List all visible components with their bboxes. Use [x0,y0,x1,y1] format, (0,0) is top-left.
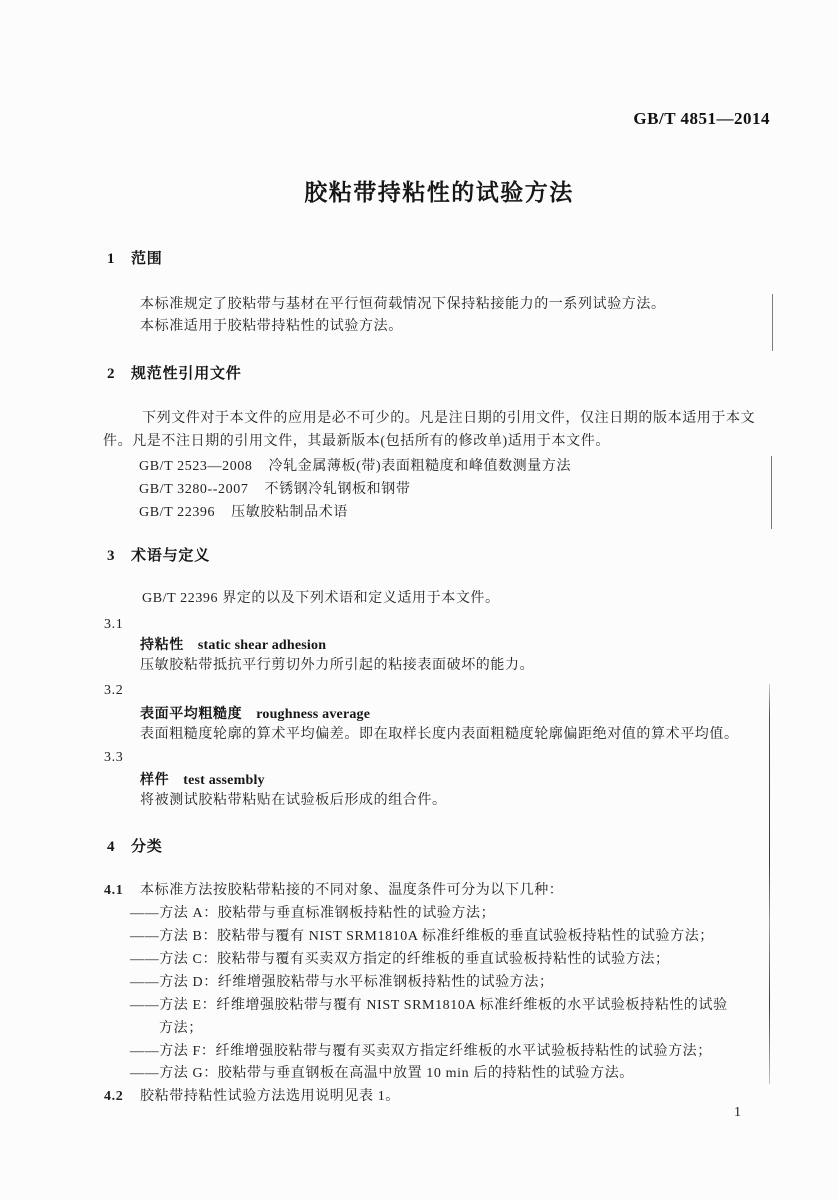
reference-title: 冷轧金属薄板(带)表面粗糙度和峰值数测量方法 [268,459,572,474]
reference-code: GB/T 22396 [139,505,216,520]
term-3-zh: 样件 [140,771,170,787]
section-2-heading [107,366,242,382]
term-1-en: static shear adhesion [197,638,327,653]
term-1-definition: 压敏胶粘带抵抗平行剪切外力所引起的粘接表面破坏的能力。 [140,658,535,673]
normative-intro-line-2: 件。凡是不注日期的引用文件，其最新版本(包括所有的修改单)适用于本文件。 [103,434,610,449]
page-number: 1 [734,1105,741,1120]
clause-4-1-number: 4.1 [104,883,124,898]
term-2-heading [140,706,370,722]
document-title: 胶粘带持粘性的试验方法 [304,179,574,205]
method-b-line: ——方法 B：胶粘带与覆有 NIST SRM1810A 标准纤维板的垂直试验板持粘性的试验方法； [130,929,714,944]
section-4-heading [107,839,163,855]
section-1-title: 范围 [131,250,163,267]
method-d-line: ——方法 D：纤维增强胶粘带与水平标准钢板持粘性的试验方法； [130,975,554,990]
standard-code: GB/T 4851—2014 [633,109,770,128]
reference-code: GB/T 3280--2007 [139,482,249,497]
reference-title: 压敏胶粘制品术语 [231,505,348,520]
term-3-en: test assembly [183,773,265,788]
term-3-heading [140,772,265,788]
term-1-zh: 持粘性 [140,636,184,652]
term-1-heading [140,637,326,653]
method-f-line: ——方法 F：纤维增强胶粘带与覆有买卖双方指定纤维板的水平试验板持粘性的试验方法； [130,1044,712,1059]
clause-4-2 [104,1090,400,1104]
section-4-number: 4 [107,839,116,855]
method-g-line: ——方法 G：胶粘带与垂直钢板在高温中放置 10 min 后的持粘性的试验方法。 [130,1066,634,1081]
section-2-title: 规范性引用文件 [131,365,242,382]
section-1-heading [107,251,163,267]
scan-artifact-line [772,294,773,351]
method-c-line: ——方法 C：胶粘带与覆有买卖双方指定的纤维板的垂直试验板持粘性的试验方法； [130,952,670,967]
reference-title: 不锈钢冷轧钢板和钢带 [264,482,411,497]
reference-item [139,483,410,497]
section-3-number: 3 [107,548,116,564]
scan-artifact-line [769,684,770,1084]
section-4-title: 分类 [131,838,163,855]
clause-4-2-text: 胶粘带持粘性试验方法选用说明见表 1。 [140,1089,400,1104]
term-2-en: roughness average [256,707,371,722]
scope-paragraph-2: 本标准适用于胶粘带持粘性的试验方法。 [140,319,403,334]
normative-intro-line-1: 下列文件对于本文件的应用是必不可少的。凡是注日期的引用文件，仅注日期的版本适用于本文 [142,411,756,426]
section-1-number: 1 [107,251,116,267]
method-a-line: ——方法 A：胶粘带与垂直标准钢板持粘性的试验方法； [130,906,496,921]
term-2-zh: 表面平均粗糙度 [140,705,243,721]
term-2-number: 3.2 [104,683,124,698]
clause-4-1 [104,884,563,898]
section-3-heading [107,548,210,564]
reference-item [139,460,571,474]
method-e-line: ——方法 E：纤维增强胶粘带与覆有 NIST SRM1810A 标准纤维板的水平试验板持粘性的试验 [130,998,728,1013]
scan-artifact-line [771,456,772,529]
scope-paragraph-1: 本标准规定了胶粘带与基材在平行恒荷载情况下保持粘接能力的一系列试验方法。 [140,297,666,312]
terms-intro: GB/T 22396 界定的以及下列术语和定义适用于本文件。 [142,591,500,606]
clause-4-1-text: 本标准方法按胶粘带粘接的不同对象、温度条件可分为以下几种： [140,883,564,898]
term-1-number: 3.1 [104,617,124,632]
term-2-definition: 表面粗糙度轮廓的算术平均偏差。即在取样长度内表面粗糙度轮廓偏距绝对值的算术平均值。 [140,727,739,742]
term-3-definition: 将被测试胶粘带粘贴在试验板后形成的组合件。 [140,793,447,808]
clause-4-2-number: 4.2 [104,1089,124,1104]
section-3-title: 术语与定义 [131,547,211,564]
method-e-continuation-line: 方法； [159,1021,203,1036]
term-3-number: 3.3 [104,750,124,765]
section-2-number: 2 [107,366,116,382]
reference-code: GB/T 2523—2008 [139,459,253,474]
reference-item [139,506,348,520]
